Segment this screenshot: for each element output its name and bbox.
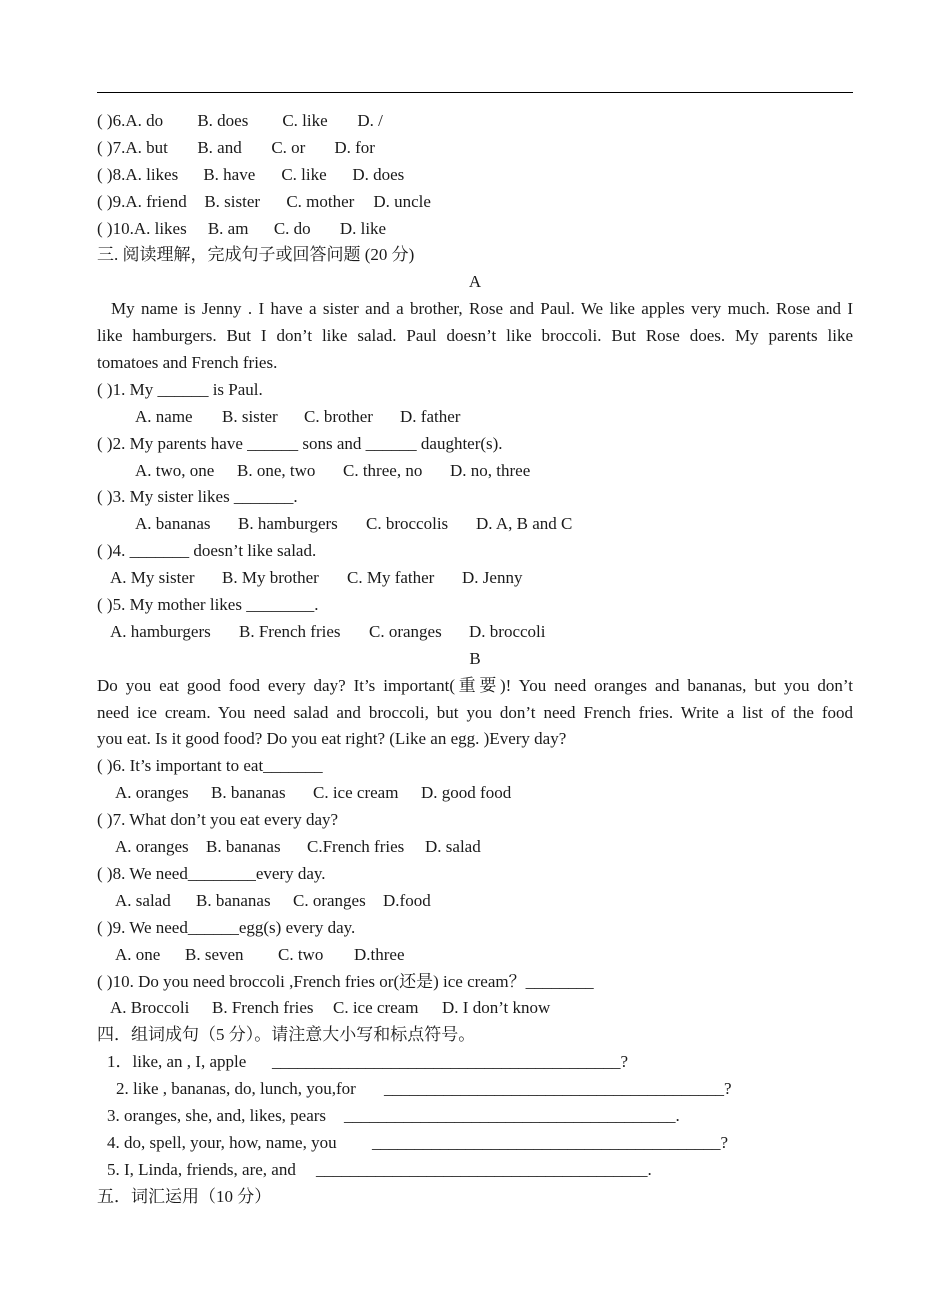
- option-c: C. oranges: [369, 621, 442, 641]
- option-a: A. Broccoli: [110, 998, 190, 1018]
- passage-b-line-2: need ice cream. You need salad and broccoli, but you don’t need French fries. Write a list of the food: [97, 702, 853, 722]
- option-a: A. friend: [125, 191, 187, 211]
- reading-b-q7-options: [97, 834, 853, 861]
- reading-a-q2-options: [97, 458, 853, 485]
- option-d: D. /: [357, 111, 383, 130]
- option-c: C. My father: [347, 568, 435, 588]
- option-a: A. oranges: [115, 783, 189, 803]
- option-c: C. three, no: [343, 460, 423, 480]
- option-d: D. does: [352, 164, 405, 184]
- option-d: D. no, three: [450, 460, 531, 480]
- option-b: B. and: [197, 137, 242, 157]
- option-b: B. seven: [185, 944, 244, 964]
- question-number: ( )8.: [97, 164, 126, 184]
- word-list: 3. oranges, she, and, likes, pears: [107, 1105, 327, 1125]
- option-b: B. does: [197, 111, 249, 130]
- reading-b-q8: ( )8. We need________every day.: [97, 863, 326, 883]
- option-c: C. like: [281, 164, 327, 184]
- option-c: C. oranges: [293, 890, 366, 910]
- reading-a-q5: ( )5. My mother likes ________.: [97, 595, 319, 615]
- sentence-item-4: [97, 1130, 853, 1157]
- sentence-item-1: [97, 1049, 853, 1076]
- option-c: C.French fries: [307, 837, 405, 857]
- cloze-q10: [97, 216, 853, 243]
- option-d: D.food: [383, 890, 431, 910]
- option-a: A. salad: [115, 890, 171, 910]
- end-punctuation: .: [647, 1159, 652, 1179]
- reading-b-q10: ( )10. Do you need broccoli ,French fries or(还是) ice cream？________: [97, 971, 594, 991]
- cloze-q9: [97, 189, 853, 216]
- passage-a-line-2: like hamburgers. But I don’t like salad. Paul doesn’t like broccoli. But Rose does. My parents like: [97, 326, 853, 346]
- option-a: A. name: [135, 406, 193, 426]
- sentence-item-3: [97, 1103, 853, 1130]
- end-punctuation: .: [675, 1105, 680, 1125]
- option-a: A. My sister: [110, 568, 195, 588]
- answer-blank: _______________________________________: [316, 1159, 648, 1179]
- word-list: 2. like , bananas, do, lunch, you,for: [116, 1079, 356, 1099]
- option-a: A. two, one: [135, 460, 215, 480]
- answer-blank: _________________________________________: [272, 1052, 621, 1072]
- option-b: B. one, two: [237, 460, 316, 480]
- option-d: D. father: [400, 406, 461, 426]
- passage-a-line-3: tomatoes and French fries.: [97, 353, 278, 373]
- exam-page: [97, 108, 853, 1211]
- cloze-q7: [97, 135, 853, 162]
- option-a: A. likes: [133, 218, 187, 238]
- option-c: C. do: [273, 218, 311, 238]
- answer-blank: _______________________________________: [344, 1105, 676, 1125]
- option-a: A. likes: [125, 164, 179, 184]
- passage-b-line-3: you eat. Is it good food? Do you eat right? (Like an egg. )Every day?: [97, 729, 567, 749]
- answer-blank: _________________________________________: [372, 1132, 721, 1152]
- option-c: C. brother: [304, 406, 373, 426]
- cloze-q8: [97, 162, 853, 189]
- option-c: C. mother: [286, 191, 355, 211]
- option-a: A. one: [115, 944, 161, 964]
- option-d: D. like: [339, 218, 387, 238]
- section-3-title: 三. 阅读理解，完成句子或回答问题 (20 分): [97, 245, 415, 265]
- option-d: D. good food: [421, 783, 512, 803]
- option-d: D. salad: [425, 837, 481, 857]
- option-b: B. hamburgers: [238, 514, 338, 534]
- option-c: C. or: [271, 137, 306, 157]
- answer-blank: ________________________________________: [384, 1079, 724, 1099]
- option-b: B. bananas: [196, 890, 271, 910]
- reading-a-q2: ( )2. My parents have ______ sons and ______ daughter(s).: [97, 433, 503, 453]
- option-c: C. broccolis: [366, 514, 449, 534]
- passage-b-line-1: Do you eat good food every day? It’s important(重要)! You need oranges and bananas, but you don’t: [97, 675, 853, 695]
- end-punctuation: ?: [724, 1079, 732, 1099]
- word-list: 1．like, an , I, apple: [107, 1052, 247, 1072]
- passage-a-heading: A: [468, 272, 482, 292]
- reading-a-q1: ( )1. My ______ is Paul.: [97, 379, 263, 399]
- reading-a-q1-options: [97, 404, 853, 431]
- reading-a-q4-options: [97, 565, 853, 592]
- option-c: C. two: [278, 944, 324, 964]
- option-a: A. do: [125, 111, 164, 130]
- option-d: D. I don’t know: [442, 998, 551, 1018]
- reading-b-q6-options: [97, 780, 853, 807]
- question-number: ( )9.: [97, 191, 126, 211]
- option-c: C. ice cream: [333, 998, 419, 1018]
- option-d: D. uncle: [373, 191, 431, 211]
- passage-b-heading: B: [469, 648, 481, 668]
- section-4-title: 四．组词成句（5 分）。请注意大小写和标点符号。: [97, 1025, 476, 1045]
- option-d: D. A, B and C: [476, 514, 573, 534]
- option-c: C. ice cream: [313, 783, 399, 803]
- option-b: B. bananas: [211, 783, 286, 803]
- option-b: B. bananas: [206, 837, 281, 857]
- option-b: B. French fries: [212, 998, 314, 1018]
- option-a: A. hamburgers: [110, 621, 211, 641]
- reading-b-q7: ( )7. What don’t you eat every day?: [97, 810, 339, 830]
- option-b: B. have: [203, 164, 256, 184]
- end-punctuation: ?: [720, 1132, 729, 1152]
- option-d: D. broccoli: [469, 621, 546, 641]
- reading-b-q10-options: [97, 995, 853, 1022]
- cloze-q6: [97, 108, 853, 135]
- reading-a-q3-options: [97, 511, 853, 538]
- reading-b-q6: ( )6. It’s important to eat_______: [97, 756, 323, 776]
- header-rule: [97, 92, 853, 93]
- reading-a-q3: ( )3. My sister likes _______.: [97, 487, 298, 507]
- reading-b-q8-options: [97, 888, 853, 915]
- reading-a-q5-options: [97, 619, 853, 646]
- option-d: D.three: [354, 944, 405, 964]
- option-b: B. My brother: [222, 568, 319, 588]
- question-number: ( )6.: [97, 111, 126, 130]
- word-list: 4. do, spell, your, how, name, you: [107, 1132, 337, 1152]
- option-b: B. French fries: [239, 621, 341, 641]
- question-number: ( )7.: [97, 137, 126, 157]
- end-punctuation: ?: [620, 1052, 629, 1072]
- reading-b-q9: ( )9. We need______egg(s) every day.: [97, 917, 356, 937]
- option-d: D. for: [334, 137, 375, 157]
- option-c: C. like: [282, 111, 328, 130]
- option-a: A. bananas: [135, 514, 211, 534]
- reading-b-q9-options: [97, 942, 853, 969]
- option-b: B. sister: [222, 406, 278, 426]
- option-b: B. sister: [204, 191, 261, 211]
- section-5-title: 五．词汇运用（10 分）: [97, 1186, 272, 1206]
- option-a: A. but: [125, 137, 168, 157]
- sentence-item-2: [97, 1076, 853, 1103]
- question-number: ( )10.: [97, 218, 134, 238]
- reading-a-q4: ( )4. _______ doesn’t like salad.: [97, 541, 317, 561]
- option-a: A. oranges: [115, 837, 189, 857]
- sentence-item-5: [97, 1157, 853, 1184]
- option-d: D. Jenny: [462, 568, 523, 588]
- option-b: B. am: [207, 218, 249, 238]
- passage-a-line-1: My name is Jenny . I have a sister and a brother, Rose and Paul. We like apples very much. Rose and I: [111, 299, 853, 319]
- word-list: 5. I, Linda, friends, are, and: [107, 1159, 296, 1179]
